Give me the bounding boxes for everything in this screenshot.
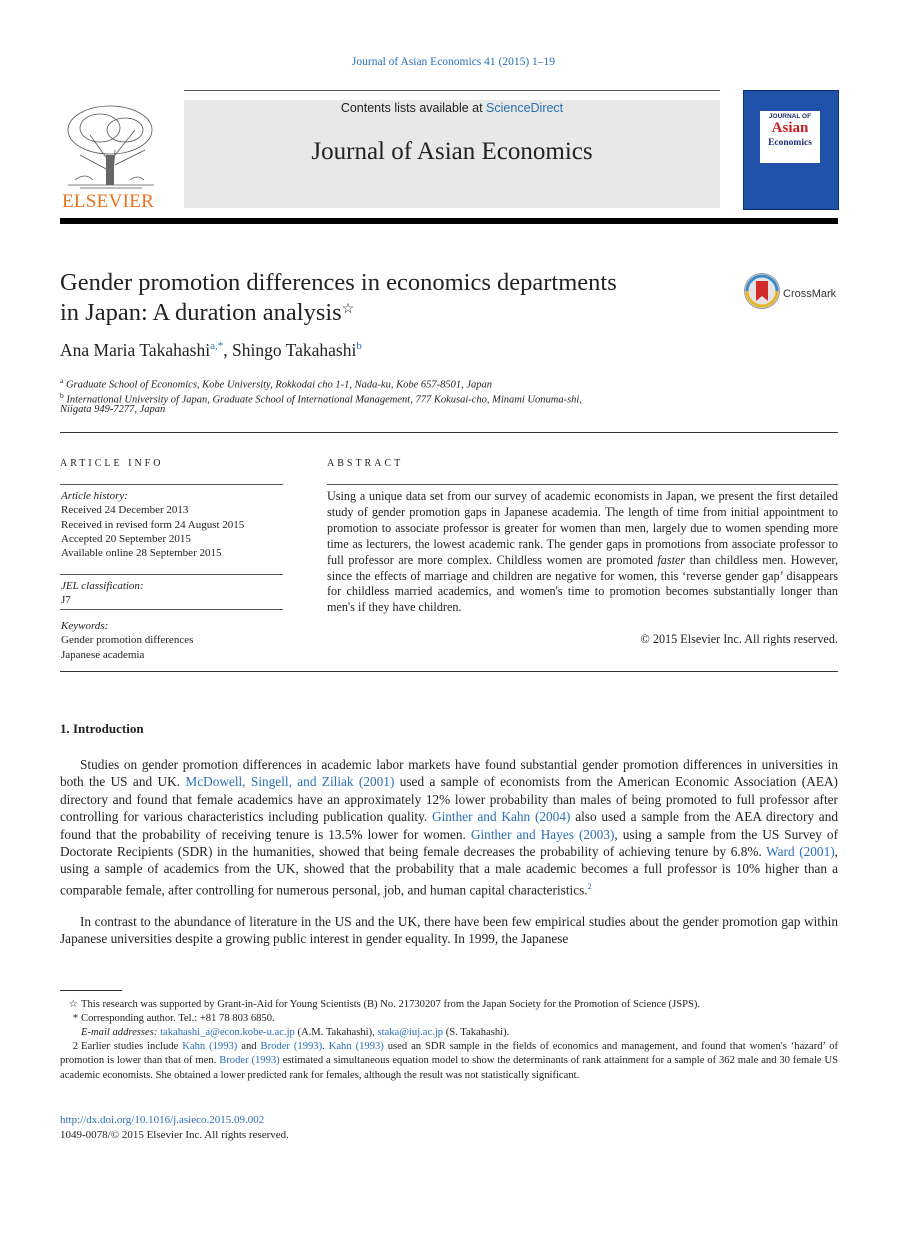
footnote-divider: [60, 990, 122, 991]
divider: [60, 609, 283, 610]
journal-citation[interactable]: Journal of Asian Economics 41 (2015) 1–19: [351, 56, 556, 68]
journal-cover-thumbnail[interactable]: [743, 90, 839, 210]
citation-link[interactable]: Broder (1993): [260, 1041, 323, 1052]
divider: [327, 484, 838, 485]
title-footnote-mark[interactable]: ☆: [341, 302, 355, 317]
banner-top-rule: [184, 90, 720, 91]
intro-paragraph-2: In contrast to the abundance of literature in the US and the UK, there have been few empirical studies about the gender promotion gap within Japanese universities despite a growing public interest in gender equality. In 1999, the Japanese: [60, 914, 838, 947]
affiliation-a: $^a$ Graduate School of Economics, Kobe University, Rokkodai cho 1-1, Nada-ku, Kobe 657-8501, Japan: [60, 376, 493, 391]
footnote-funding: ☆ This research was supported by Grant-in-Aid for Young Scientists (B) No. 21730207 from the Japan Society for the Promotion of Science (JSPS).: [68, 999, 701, 1010]
article-history: Article history: Received 24 December 2013 Received in revised form 24 August 2015 Accepted 20 September 2015 Available online 28 September 2015: [61, 490, 245, 560]
keywords: Keywords: Gender promotion differences Japanese academia: [61, 620, 194, 661]
crossmark-label[interactable]: CrossMark: [783, 288, 837, 300]
citation-link[interactable]: Ginther and Kahn (2004): [431, 809, 571, 825]
author-list: Ana Maria Takahashi$^{a,*}$, Shingo Takahashi$^b$: [60, 340, 362, 360]
citation-link[interactable]: Broder (1993): [219, 1055, 280, 1067]
footnote-emails: E-mail addresses: takahashi_a@econ.kobe-u.ac.jp (A.M. Takahashi), staka@iuj.ac.jp (S. Takahashi).: [81, 1027, 510, 1038]
jel-classification: JEL classification: J7: [61, 580, 144, 607]
abstract-copyright: © 2015 Elsevier Inc. All rights reserved.: [640, 632, 838, 646]
author-name[interactable]: Ana Maria Takahashi: [60, 340, 211, 360]
divider: [60, 574, 283, 575]
cover-title-line3: Economics: [768, 138, 812, 148]
author-affiliation-mark[interactable]: b: [356, 340, 362, 353]
footnote-ref-2[interactable]: 2: [587, 881, 592, 891]
journal-name: Journal of Asian Economics: [311, 138, 593, 165]
abstract-text: Using a unique data set from our survey of academic economists in Japan, we present the first detailed study of gender promotion gaps in Japanese academia. The length of time from initial appointment to promotion to associate professor is greater for women than men, largely due to women spending more time as lecturers, the lowest academic rank. The gender gaps in promotions from associate professor to full professor are more complex. Childless women are promoted faster than childless men. However, since the effects of marriage and children are negative for women, this ‘reverse gender gap’ disappears for childless married academics, and women's time to promotion becomes substantially longer than men's if they have children.: [327, 489, 838, 615]
abstract-heading: ABSTRACT: [327, 458, 404, 469]
citation-link[interactable]: Kahn (1993): [182, 1041, 238, 1052]
text-run: also used a sample from the AEA directory and found that the probability of receiving tenure is 13.5% lower for women.: [60, 809, 839, 842]
citation-link[interactable]: Kahn (1993): [328, 1041, 384, 1052]
text-run: , using a sample from the US Survey of Doctorate Recipients (SDR) in the humanities, showed that being female decreases the probability of achieving tenure by 6.8%.: [60, 826, 839, 860]
text-run: and: [237, 1041, 261, 1052]
text-run: used an SDR sample in the fields of economics and management, and found that women's ‘hazard’ of promotion is lower than that of men.: [60, 1041, 839, 1067]
divider: [60, 432, 838, 433]
text-run: Earlier studies include: [81, 1041, 183, 1052]
text-run: Studies on gender promotion differences in academic labor markets have found substantial gender promotion differences in universities in both the US and UK.: [60, 757, 838, 790]
email-link[interactable]: takahashi_a@econ.kobe-u.ac.jp: [160, 1027, 295, 1038]
citation-link[interactable]: McDowell, Singell, and Ziliak (2001): [185, 774, 395, 790]
contents-available-line: Contents lists available at ScienceDirect: [340, 101, 564, 115]
affiliation-b: $^b$ International University of Japan, Graduate School of International Management, 777 Kokusai-cho, Minami Uonuma-shi,: [60, 390, 582, 405]
footnote-2: 2 Earlier studies include Kahn (1993) and Broder (1993). Kahn (1993) used an SDR sample in the fields of economics and management, and found that women's ‘hazard’ of promotion is lower than that of men. Broder (1993) estimated a simultaneous equation model to show the determinants of rank attainment for a sample of 362 male and 30 female US academic economists. She obtained a lower predicted rank for females, although the result was not statistically significant.: [60, 1041, 839, 1081]
author-name[interactable]: Shingo Takahashi: [231, 340, 357, 360]
text-run: estimated a simultaneous equation model to show the determinants of rank attainment for a sample of 362 male and 30 female US academic economists. She obtained a lower predicted rank for females, although the result was not statistically significant.: [60, 1055, 839, 1081]
divider: [60, 484, 283, 485]
section-heading-introduction: 1. Introduction: [60, 721, 144, 736]
sciencedirect-link[interactable]: ScienceDirect: [486, 101, 564, 115]
divider: [60, 671, 838, 672]
affiliation-b-continued: Niigata 949-7277, Japan: [60, 404, 166, 415]
citation-link[interactable]: Ginther and Hayes (2003): [470, 826, 615, 842]
cover-title-line1: JOURNAL OF: [768, 113, 812, 120]
text-run: , using a sample of academics from the UK, showed that the probability that a male academic becomes a full professor is 10% higher than a comparable female, after controlling for numerous personal, job, and human capital characteristics.: [60, 844, 838, 898]
text-run: .: [322, 1041, 329, 1052]
header-divider: [60, 218, 838, 224]
crossmark-icon[interactable]: [743, 272, 781, 310]
cover-title-line2: Asian: [771, 120, 809, 136]
article-title: Gender promotion differences in economics departments in Japan: A duration analysis☆: [60, 269, 617, 326]
author-affiliation-mark[interactable]: a,*: [210, 340, 224, 353]
citation-link[interactable]: Ward (2001): [766, 844, 835, 860]
doi-link[interactable]: http://dx.doi.org/10.1016/j.asieco.2015.09.002: [60, 1114, 265, 1126]
email-link[interactable]: staka@iuj.ac.jp: [377, 1027, 444, 1038]
text-run: used a sample of economists from the American Economic Association (AEA) directory and found that female academics have an approximately 12% lower probability than males of being promoted to full professor after controlling for various characteristics including publication quality.: [60, 774, 838, 825]
issn-copyright: 1049-0078/© 2015 Elsevier Inc. All rights reserved.: [60, 1129, 289, 1141]
intro-paragraph-1: [60, 756, 838, 899]
elsevier-wordmark: ELSEVIER: [62, 191, 155, 212]
article-info-heading: ARTICLE INFO: [60, 458, 164, 469]
footnote-corresponding: * Corresponding author. Tel.: +81 78 803 6850.: [72, 1013, 275, 1024]
